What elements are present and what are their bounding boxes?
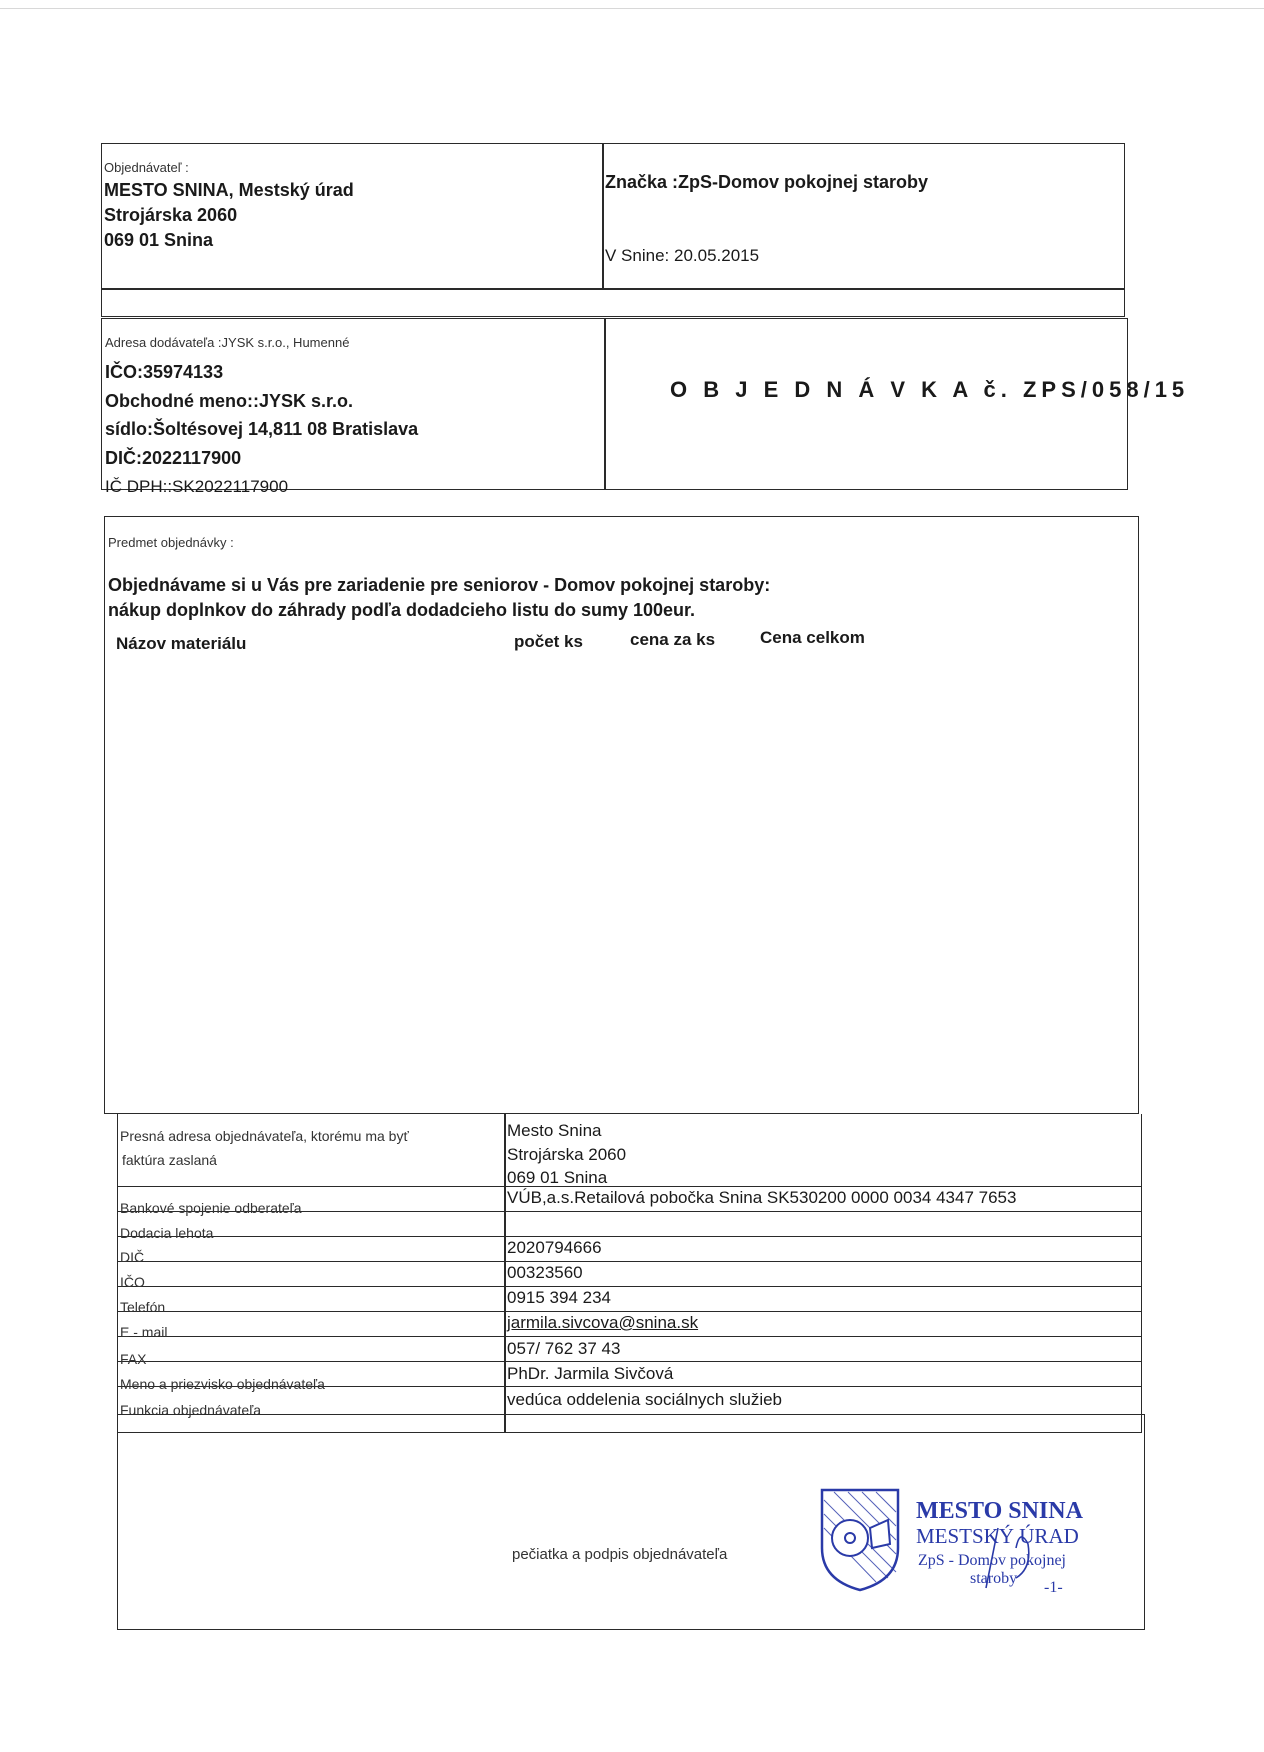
supplier-dic: DIČ:2022117900	[105, 448, 242, 468]
row-label-dic: DIČ	[120, 1249, 145, 1265]
row-label-delivery: Dodacia lehota	[120, 1225, 214, 1241]
row-label-name: Meno a priezvisko objednávateľa	[120, 1376, 325, 1392]
column-material: Názov materiálu	[116, 634, 247, 653]
reference-mark: Značka :ZpS-Domov pokojnej staroby	[605, 172, 929, 192]
subject-line-2: nákup doplnkov do záhrady podľa dodadcieho listu do sumy 100eur.	[108, 600, 696, 620]
invoice-address-label-cont: faktúra zaslaná	[122, 1152, 217, 1168]
row-value-bank: VÚB,a.s.Retailová pobočka Snina SK530200 0000 0034 4347 7653	[507, 1188, 1017, 1207]
row-value-dic: 2020794666	[507, 1238, 602, 1257]
row-label-fax: FAX	[120, 1351, 147, 1367]
row-value-email[interactable]: jarmila.sivcova@snina.sk	[507, 1313, 699, 1332]
column-total: Cena celkom	[760, 628, 865, 647]
row-label-phone: Telefón	[120, 1299, 166, 1315]
orderer-street: Strojárska 2060	[104, 205, 238, 225]
order-title: O B J E D N Á V K A č. ZPS/058/15	[670, 377, 1190, 402]
svg-text:MESTSKÝ ÚRAD: MESTSKÝ ÚRAD	[916, 1524, 1079, 1548]
invoice-address-line-3: 069 01 Snina	[507, 1168, 608, 1187]
svg-text:MESTO SNINA: MESTO SNINA	[916, 1498, 1083, 1524]
stamp-caption: pečiatka a podpis objednávateľa	[512, 1546, 728, 1563]
subject-label: Predmet objednávky :	[108, 535, 234, 550]
supplier-address: Adresa dodávateľa :JYSK s.r.o., Humenné	[105, 335, 350, 350]
orderer-box	[101, 143, 1125, 317]
supplier-seat: sídlo:Šoltésovej 14,811 08 Bratislava	[105, 419, 419, 439]
orderer-name: MESTO SNINA, Mestský úrad	[104, 180, 354, 200]
invoice-address-label: Presná adresa objednávateľa, ktorému ma byť	[120, 1128, 409, 1144]
svg-text:ZpS - Domov pokojnej: ZpS - Domov pokojnej	[918, 1552, 1066, 1569]
row-label-ico: IČO	[120, 1274, 145, 1290]
supplier-ic-dph: IČ DPH::SK2022117900	[105, 477, 289, 496]
row-value-function: vedúca oddelenia sociálnych služieb	[507, 1390, 783, 1409]
column-unit-price: cena za ks	[630, 630, 716, 649]
svg-text:staroby: staroby	[970, 1570, 1018, 1587]
invoice-address-line-2: Strojárska 2060	[507, 1145, 627, 1164]
row-label-function: Funkcia objednávateľa	[120, 1402, 262, 1418]
row-value-ico: 00323560	[507, 1263, 583, 1282]
row-value-name: PhDr. Jarmila Sivčová	[507, 1364, 674, 1383]
orderer-label: Objednávateľ :	[104, 160, 189, 175]
order-date: V Snine: 20.05.2015	[605, 246, 760, 265]
scan-edge-line	[0, 8, 1264, 9]
row-value-fax: 057/ 762 37 43	[507, 1339, 621, 1358]
invoice-address-line-1: Mesto Snina	[507, 1121, 602, 1140]
orderer-city: 069 01 Snina	[104, 230, 214, 250]
row-label-bank: Bankové spojenie odberateľa	[120, 1200, 302, 1216]
subject-line-1: Objednávame si u Vás pre zariadenie pre seniorov - Domov pokojnej staroby:	[108, 575, 771, 595]
supplier-name: Obchodné meno::JYSK s.r.o.	[105, 391, 354, 411]
city-coat-of-arms-icon	[820, 1488, 1100, 1593]
supplier-ico: IČO:35974133	[105, 362, 224, 382]
svg-text:-1-: -1-	[1044, 1579, 1063, 1593]
official-stamp	[820, 1488, 1100, 1593]
column-quantity: počet ks	[514, 632, 583, 651]
row-label-email: E - mail	[120, 1324, 168, 1340]
row-value-phone: 0915 394 234	[507, 1288, 611, 1307]
